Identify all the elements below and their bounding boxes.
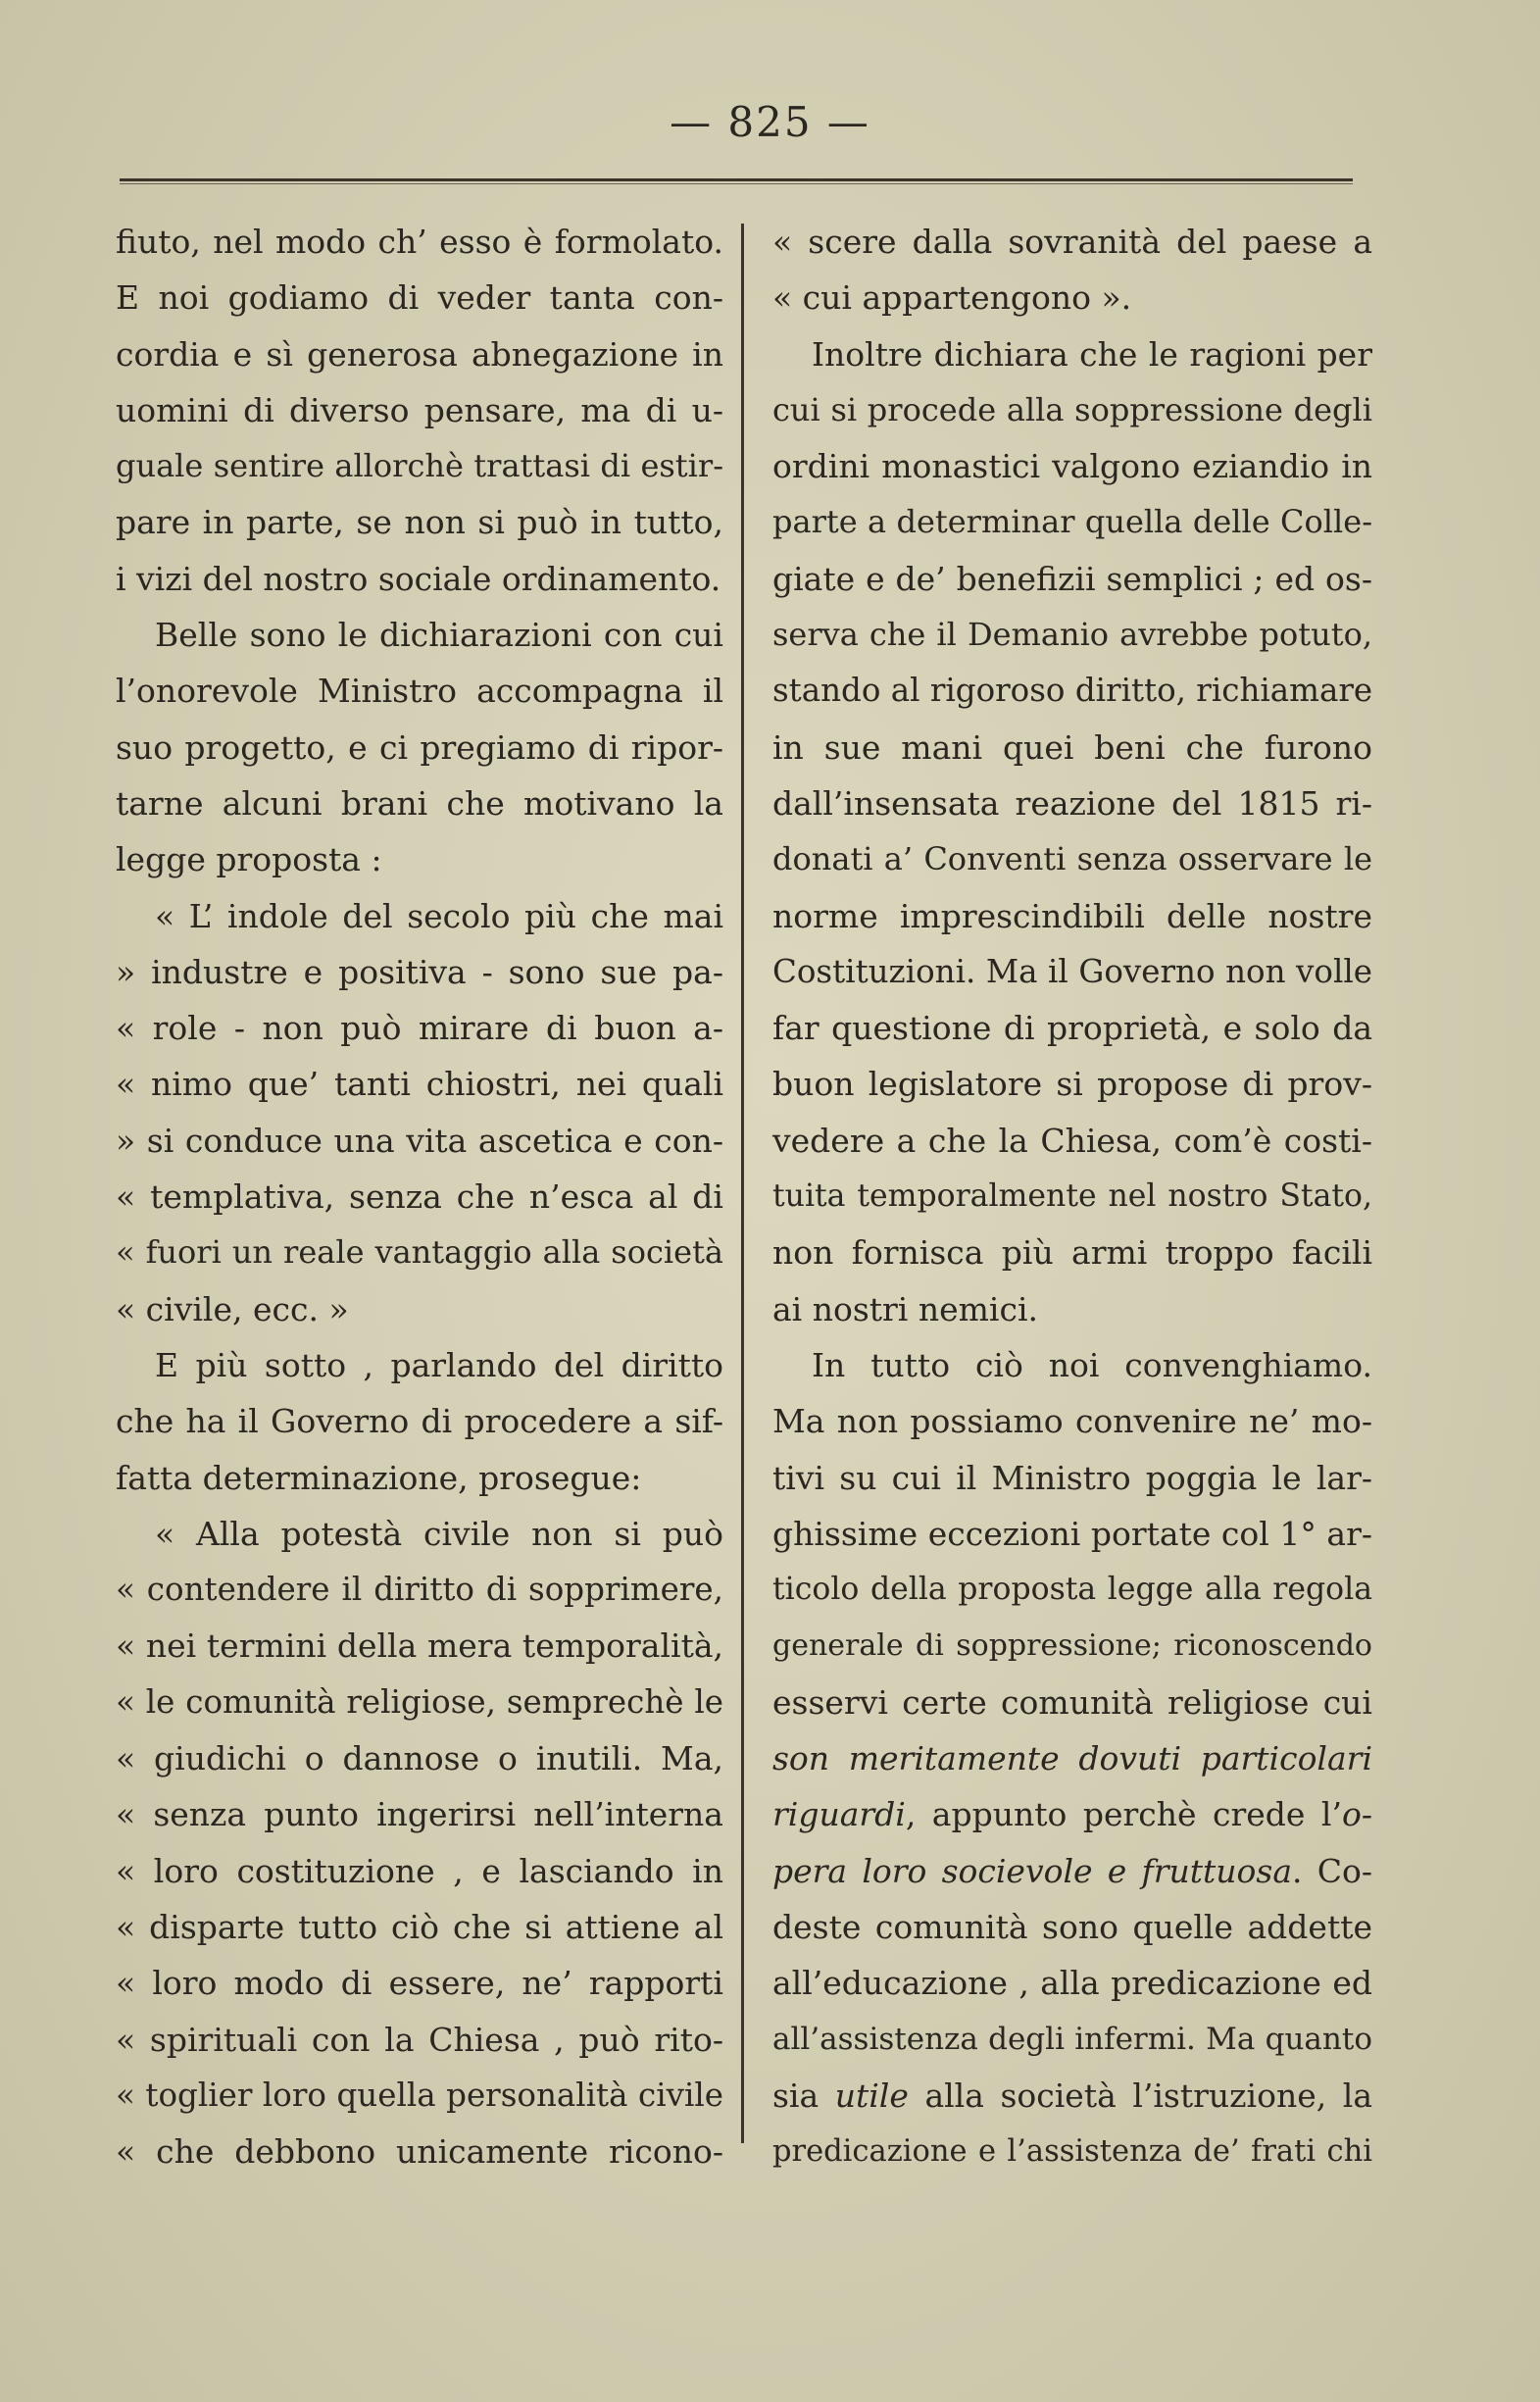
text-line: l’onorevole Ministro accompagna il — [116, 672, 723, 711]
text-line — [772, 2068, 1372, 2124]
text-line: « cui appartengono ». — [772, 278, 1132, 318]
text-line: « disparte tutto ciò che si attiene al — [116, 1907, 723, 1946]
text-line — [772, 1843, 1372, 1899]
text-line: « nimo que’ tanti chiostri, nei quali — [116, 1065, 723, 1104]
text-line: Ma non possiamo convenire ne’ mo- — [772, 1402, 1372, 1441]
text-segment: sia — [772, 2076, 835, 2115]
text-line: non fornisca più armi troppo facili — [772, 1233, 1372, 1273]
text-line — [772, 1730, 1372, 1786]
text-line: « loro modo di essere, ne’ rapporti — [116, 1964, 723, 2003]
text-line: pare in parte, se non si può in tutto, — [116, 503, 723, 542]
text-line: i vizi del nostro sociale ordinamento. — [116, 559, 721, 598]
text-segment: alla società l’istruzione, la — [908, 2076, 1373, 2115]
text-line: legge proposta : — [116, 840, 382, 879]
text-line: ghissime eccezioni portate col 1° ar- — [772, 1514, 1372, 1553]
text-line: Costituzioni. Ma il Governo non volle — [772, 952, 1372, 990]
text-line: « che debbono unicamente ricono- — [116, 2132, 723, 2172]
text-line: « Alla potestà civile non si può — [155, 1514, 723, 1553]
italic-text: pera loro socievole e fruttuosa — [772, 1851, 1293, 1890]
italic-text: utile — [834, 2076, 909, 2115]
text-line: « role - non può mirare di buon a- — [116, 1009, 723, 1048]
text-line: Belle sono le dichiarazioni con cui — [155, 616, 723, 655]
text-line: far questione di proprietà, e solo da — [772, 1009, 1372, 1048]
text-line: uomini di diverso pensare, ma di u- — [116, 390, 723, 429]
left-column — [116, 214, 723, 2179]
text-line: tivi su cui il Ministro poggia le lar- — [772, 1458, 1372, 1497]
text-line: all’educazione , alla predicazione ed — [772, 1964, 1372, 2003]
text-line: » industre e positiva - sono sue pa- — [116, 952, 723, 991]
italic-text: son meritamente dovuti particolari — [772, 1739, 1372, 1778]
text-line: « loro costituzione , e lasciando in — [116, 1851, 723, 1890]
text-line: deste comunità sono quelle addette — [772, 1907, 1372, 1946]
text-line: serva che il Demanio avrebbe potuto, — [772, 616, 1372, 654]
text-line: » si conduce una vita ascetica e con- — [116, 1121, 723, 1160]
text-line: « civile, ecc. » — [116, 1289, 349, 1328]
text-line: « spirituali con la Chiesa , può rito- — [116, 2020, 723, 2059]
text-line: ai nostri nemici. — [772, 1289, 1039, 1328]
text-line: E noi godiamo di veder tanta con- — [116, 278, 723, 318]
text-line: « L’ indole del secolo più che mai — [155, 896, 723, 935]
italic-text: riguardi — [772, 1795, 906, 1834]
text-line: tarne alcuni brani che motivano la — [116, 783, 723, 823]
text-line: predicazione e l’assistenza de’ frati chi — [772, 2134, 1372, 2170]
right-column — [772, 214, 1372, 2179]
text-line: che ha il Governo di procedere a sif- — [116, 1402, 723, 1441]
text-line: giate e de’ benefizii semplici ; ed os- — [772, 559, 1372, 598]
text-line: « le comunità religiose, semprechè le — [116, 1682, 723, 1721]
text-line: in sue mani quei beni che furono — [772, 727, 1372, 767]
text-line: « giudichi o dannose o inutili. Ma, — [116, 1739, 723, 1778]
text-line: ticolo della proposta legge alla regola — [772, 1572, 1372, 1608]
text-line: tuita temporalmente nel nostro Stato, — [772, 1178, 1372, 1215]
text-line: guale sentire allorchè trattasi di estir- — [116, 447, 723, 485]
text-line: cordia e sì generosa abnegazione in — [116, 334, 723, 374]
text-line: « templativa, senza che n’esca al di — [116, 1177, 723, 1217]
text-line — [772, 1786, 1372, 1842]
text-line: suo progetto, e ci pregiamo di ripor- — [116, 727, 723, 767]
text-line: « senza punto ingerirsi nell’interna — [116, 1795, 723, 1834]
text-line: dall’insensata reazione del 1815 ri- — [772, 783, 1372, 823]
header-rule — [120, 178, 1353, 184]
text-line: esservi certe comunità religiose cui — [772, 1682, 1372, 1722]
text-line: E più sotto , parlando del diritto — [155, 1345, 723, 1384]
text-line: In tutto ciò noi convenghiamo. — [812, 1345, 1372, 1384]
text-line: fatta determinazione, prosegue: — [116, 1458, 642, 1497]
text-line: ordini monastici valgono eziandio in — [772, 447, 1372, 486]
text-line: stando al rigoroso diritto, richiamare — [772, 672, 1373, 710]
text-line: « toglier loro quella personalità civile — [116, 2076, 723, 2114]
text-line: parte a determinar quella delle Colle- — [772, 503, 1372, 541]
text-line: all’assistenza degli infermi. Ma quanto — [772, 2021, 1372, 2057]
text-line: buon legislatore si propose di prov- — [772, 1065, 1372, 1104]
italic-text: o- — [1341, 1795, 1372, 1834]
text-line: « fuori un reale vantaggio alla società — [116, 1233, 723, 1272]
text-line: cui si procede alla soppressione degli — [772, 390, 1372, 428]
text-line: norme imprescindibili delle nostre — [772, 896, 1372, 935]
text-line: donati a’ Conventi senza osservare le — [772, 840, 1372, 878]
page-number: — 825 — — [670, 98, 870, 146]
text-line: « nei termini della mera temporalità, — [116, 1626, 723, 1666]
text-segment: , appunto perchè crede l’ — [905, 1795, 1342, 1834]
column-divider — [741, 224, 744, 2143]
text-line: vedere a che la Chiesa, com’è costi- — [772, 1121, 1372, 1160]
text-segment: . Co- — [1292, 1851, 1372, 1890]
text-line: generale di soppressione; riconoscendo — [772, 1628, 1372, 1664]
text-line: « contendere il diritto di sopprimere, — [116, 1571, 723, 1609]
text-line: Inoltre dichiara che le ragioni per — [812, 334, 1372, 374]
text-line: fiuto, nel modo ch’ esso è formolato. — [116, 223, 723, 261]
text-line: « scere dalla sovranità del paese a — [772, 223, 1372, 261]
